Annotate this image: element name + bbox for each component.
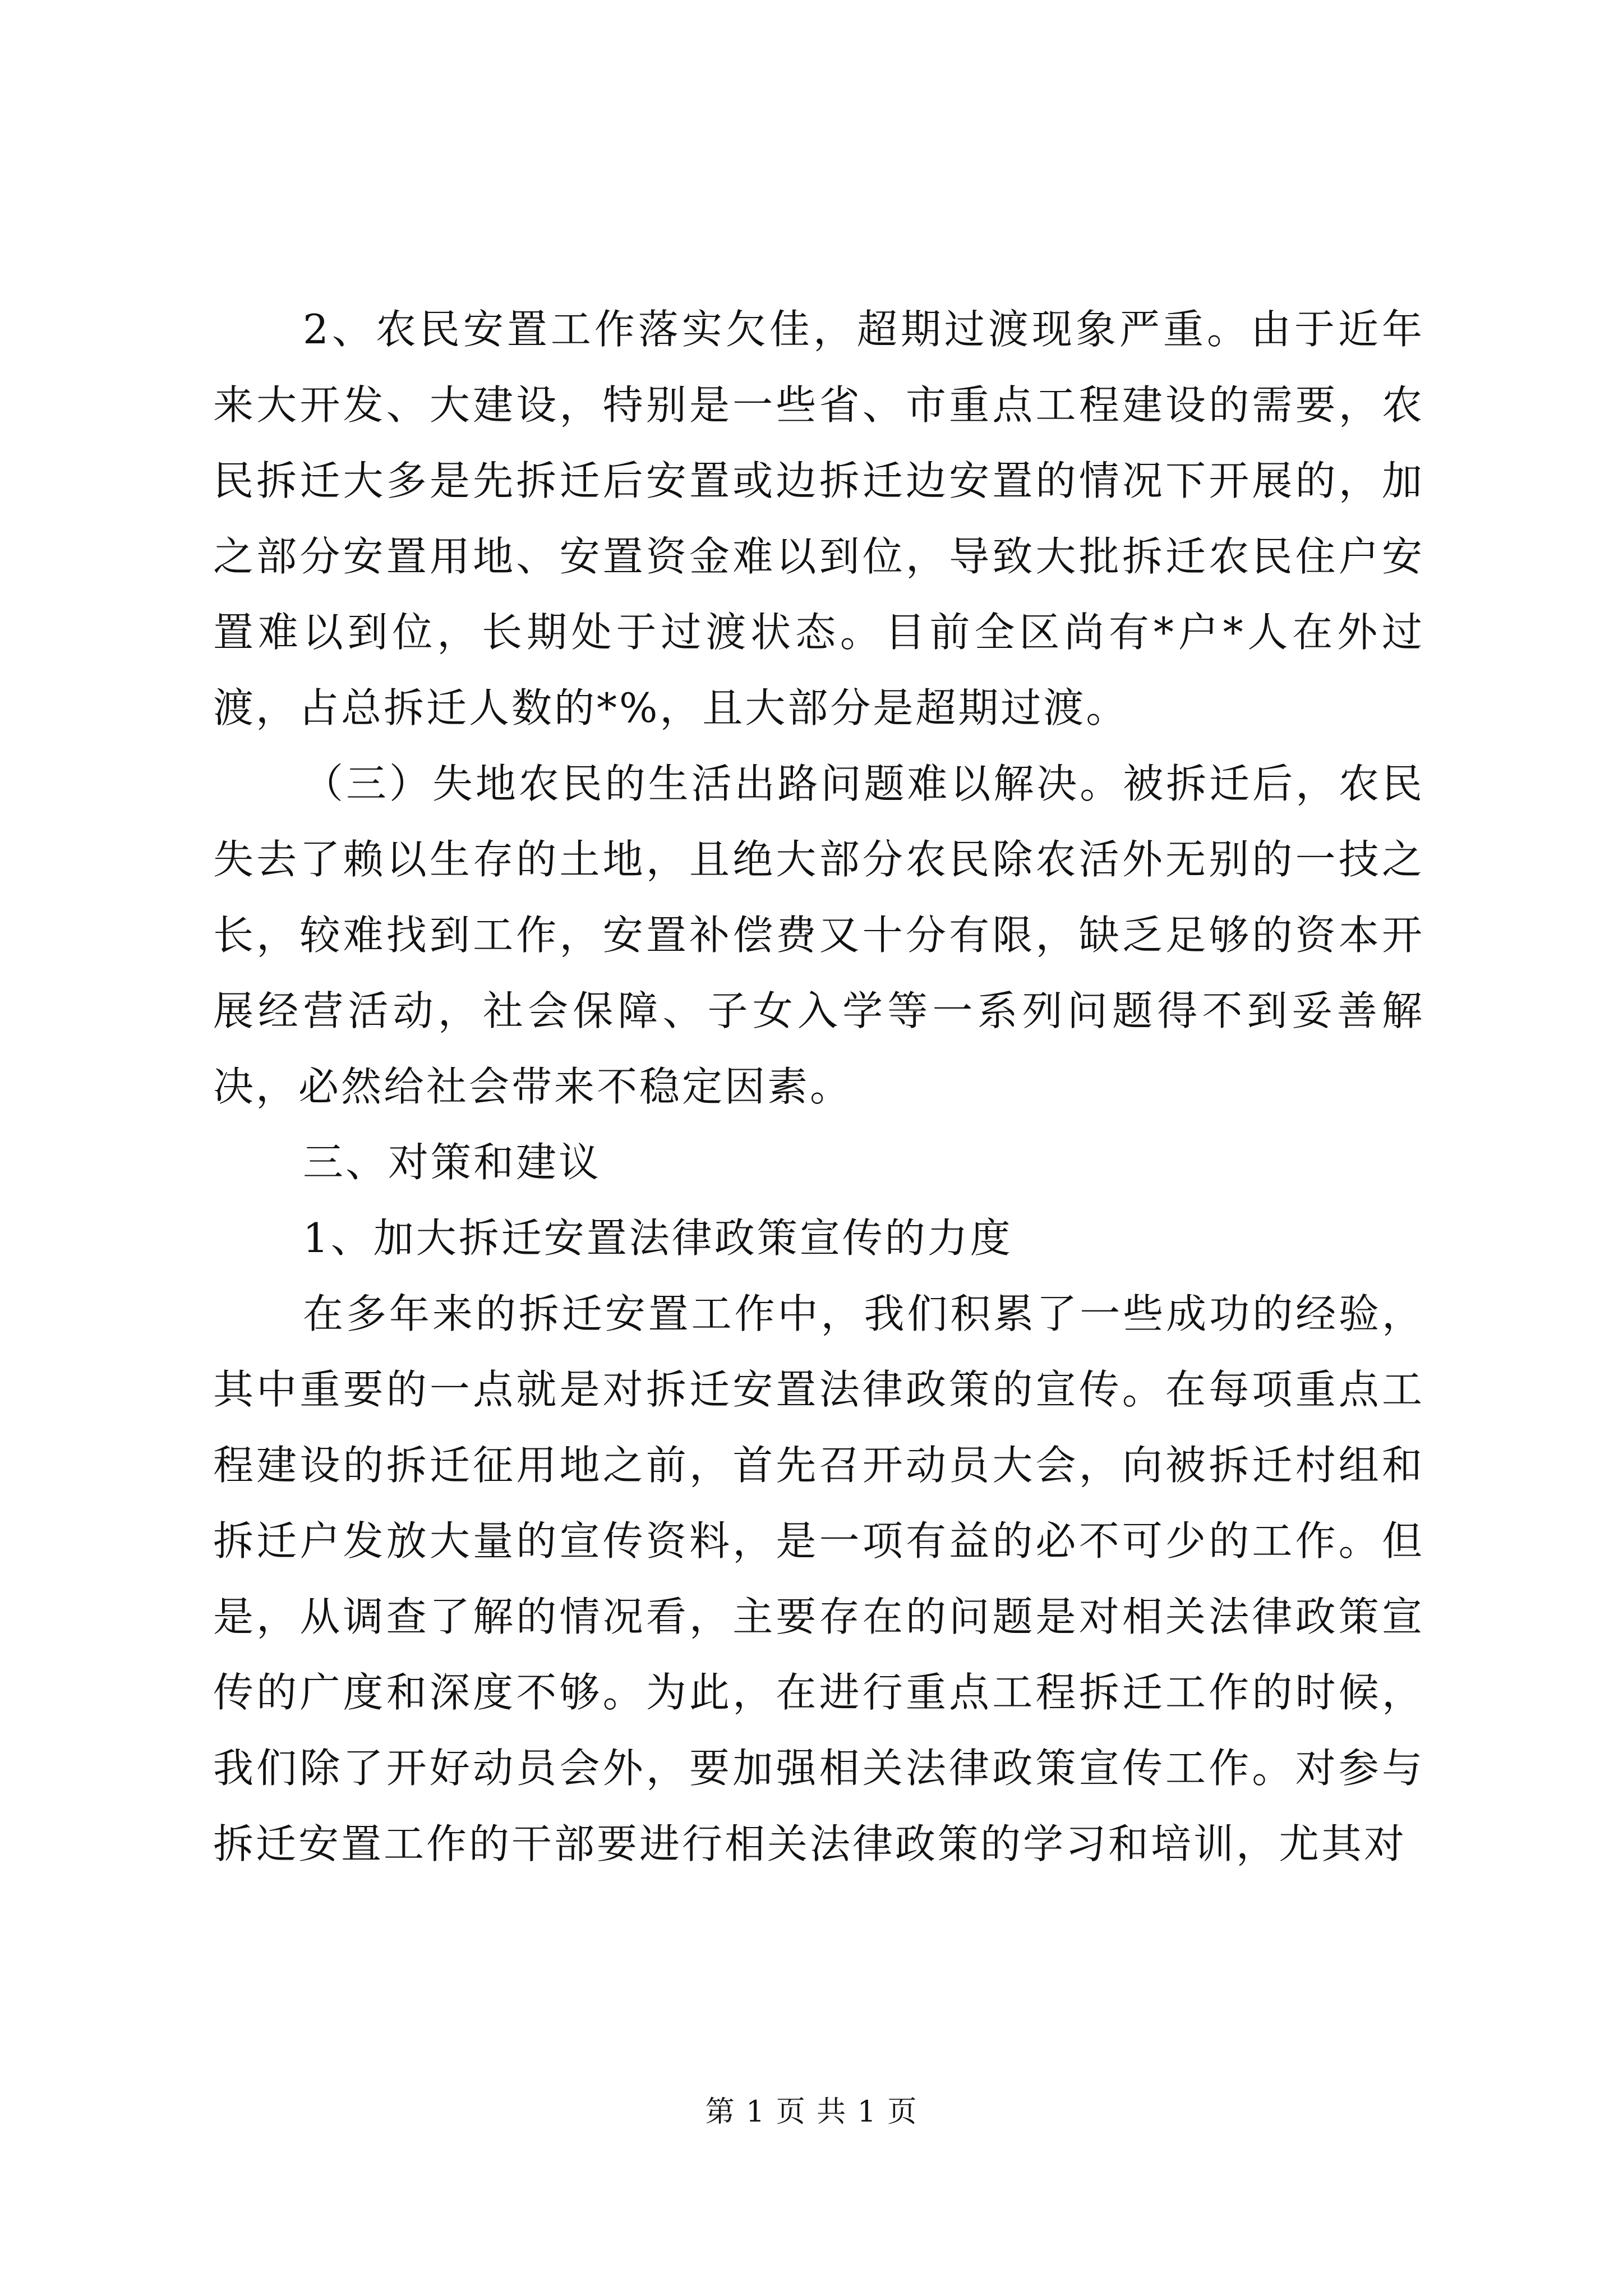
paragraph-landless-farmers: （三）失地农民的生活出路问题难以解决。被拆迁后，农民失去了赖以生存的土地，且绝大部分农民除农活外无别的一技之长，较难找到工作，安置补偿费又十分有限，缺乏足够的资本开展经营活动，社会保障、子女入学等一系列问题得不到妥善解决，必然给社会带来不稳定因素。 — [213, 760, 1424, 1110]
section-heading-countermeasures: 三、对策和建议 — [303, 1139, 602, 1186]
paragraph-resettlement-delay: 2、农民安置工作落实欠佳，超期过渡现象严重。由于近年来大开发、大建设，特别是一些省、市重点工程建设的需要，农民拆迁大多是先拆迁后安置或边拆迁边安置的情况下开展的，加之部分安置用地、安置资金难以到位，导致大批拆迁农民住户安置难以到位，长期处于过渡状态。目前全区尚有*户*人在外过渡，占总拆迁人数的*%，且大部分是超期过渡。 — [213, 306, 1424, 731]
page-number-footer: 第 1 页 共 1 页 — [705, 2095, 918, 2129]
subheading-policy-publicity: 1、加大拆迁安置法律政策宣传的力度 — [303, 1214, 1013, 1262]
document-body — [213, 292, 1424, 1882]
paragraph-policy-publicity: 在多年来的拆迁安置工作中，我们积累了一些成功的经验，其中重要的一点就是对拆迁安置法律政策的宣传。在每项重点工程建设的拆迁征用地之前，首先召开动员大会，向被拆迁村组和拆迁户发放大量的宣传资料，是一项有益的必不可少的工作。但是，从调查了解的情况看，主要存在的问题是对相关法律政策宣传的广度和深度不够。为此，在进行重点工程拆迁工作的时候，我们除了开好动员会外，要加强相关法律政策宣传工作。对参与拆迁安置工作的干部要进行相关法律政策的学习和培训，尤其对 — [213, 1290, 1424, 1867]
